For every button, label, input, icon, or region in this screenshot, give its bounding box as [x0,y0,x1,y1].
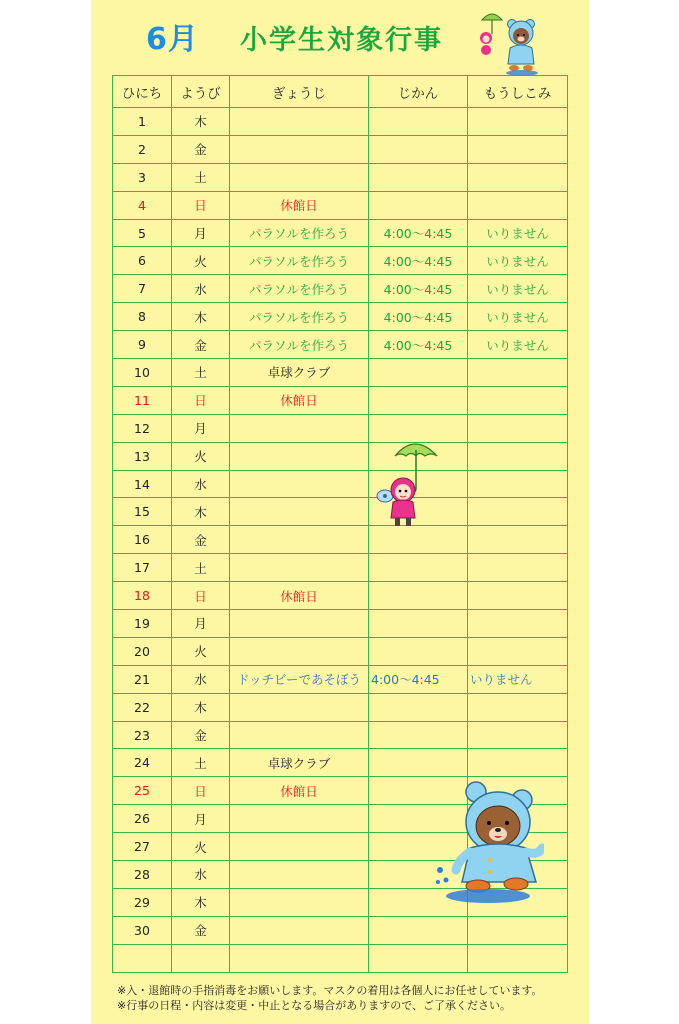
event-cell-text: ドッチビーであそぼう [236,672,362,688]
apply-cell [468,749,568,777]
weekday-cell: 火 [172,247,230,275]
girl-umbrella-illustration [375,438,441,530]
apply-cell-text: いりません [470,672,533,688]
table-row [113,944,568,972]
note-line: ※入・退館時の手指消毒をお願いします。マスクの着用は各個人にお任せしています。 [117,984,543,997]
event-cell [230,108,369,136]
event-cell [230,861,369,889]
time-cell [369,108,468,136]
apply-cell [468,498,568,526]
notes [117,983,587,1013]
event-cell [230,554,369,582]
weekday-cell: 月 [172,805,230,833]
weekday-cell: 木 [172,303,230,331]
event-cell [230,414,369,442]
day-cell: 5 [113,219,172,247]
table-row [113,582,568,610]
weekday-cell: 水 [172,275,230,303]
event-cell: パラソルを作ろう [230,219,369,247]
apply-cell [468,191,568,219]
apply-cell [468,582,568,610]
table-row [113,749,568,777]
apply-cell: いりません [468,247,568,275]
event-cell [230,805,369,833]
event-cell [230,693,369,721]
day-cell: 21 [113,665,172,693]
table-row [113,275,568,303]
day-cell: 20 [113,637,172,665]
weekday-cell: 火 [172,637,230,665]
event-cell [230,833,369,861]
weekday-cell: 日 [172,386,230,414]
time-cell-text: 4:00～4:45 [371,672,440,688]
apply-cell: いりません [468,219,568,247]
event-cell: 休館日 [230,386,369,414]
day-cell: 27 [113,833,172,861]
weekday-cell: 水 [172,470,230,498]
time-cell [369,359,468,387]
day-cell [113,944,172,972]
weekday-cell: 火 [172,442,230,470]
weekday-cell: 月 [172,610,230,638]
event-cell: 休館日 [230,777,369,805]
time-cell [369,191,468,219]
day-cell: 6 [113,247,172,275]
apply-cell [468,442,568,470]
time-cell [369,526,468,554]
apply-cell [468,665,568,693]
day-cell: 3 [113,163,172,191]
table-row [113,526,568,554]
table-row [113,247,568,275]
event-cell: パラソルを作ろう [230,331,369,359]
weekday-cell: 金 [172,135,230,163]
event-cell [230,163,369,191]
day-cell: 22 [113,693,172,721]
day-cell: 29 [113,888,172,916]
table-row [113,916,568,944]
event-cell [230,916,369,944]
event-cell [230,135,369,163]
table-row [113,442,568,470]
day-cell: 4 [113,191,172,219]
weekday-cell: 月 [172,219,230,247]
day-cell: 2 [113,135,172,163]
day-cell: 25 [113,777,172,805]
time-cell [369,693,468,721]
table-row [113,386,568,414]
time-cell [369,135,468,163]
weekday-cell: 日 [172,777,230,805]
table-row [113,414,568,442]
weekday-cell: 日 [172,191,230,219]
event-cell: 休館日 [230,191,369,219]
apply-cell [468,470,568,498]
weekday-cell: 金 [172,526,230,554]
day-cell: 16 [113,526,172,554]
table-row [113,554,568,582]
bear-umbrella-illustration-top [470,6,542,78]
time-cell: 4:00～4:45 [369,219,468,247]
day-cell: 26 [113,805,172,833]
time-cell [369,749,468,777]
weekday-cell: 金 [172,721,230,749]
month-label: 6月 [146,22,199,57]
column-header-weekday: ようび [172,76,230,108]
day-cell: 30 [113,916,172,944]
day-cell: 13 [113,442,172,470]
day-cell: 11 [113,386,172,414]
apply-cell [468,359,568,387]
weekday-cell: 土 [172,554,230,582]
event-cell: 卓球クラブ [230,359,369,387]
time-cell [369,582,468,610]
time-cell [369,637,468,665]
weekday-cell: 土 [172,163,230,191]
apply-cell [468,693,568,721]
column-header-event: ぎょうじ [230,76,369,108]
apply-cell: いりません [468,303,568,331]
weekday-cell: 木 [172,693,230,721]
weekday-cell: 金 [172,916,230,944]
event-cell: パラソルを作ろう [230,275,369,303]
day-cell: 10 [113,359,172,387]
event-cell [230,944,369,972]
table-row [113,135,568,163]
event-cell [230,665,369,693]
day-cell: 14 [113,470,172,498]
weekday-cell: 木 [172,108,230,136]
day-cell: 17 [113,554,172,582]
weekday-cell: 水 [172,861,230,889]
table-row [113,108,568,136]
time-cell [369,554,468,582]
weekday-cell: 金 [172,331,230,359]
event-cell [230,526,369,554]
apply-cell [468,721,568,749]
time-cell: 4:00～4:45 [369,303,468,331]
event-cell: パラソルを作ろう [230,303,369,331]
table-header-row [113,76,568,108]
time-cell [369,721,468,749]
time-cell [369,944,468,972]
table-row [113,721,568,749]
apply-cell [468,108,568,136]
apply-cell [468,135,568,163]
apply-cell [468,916,568,944]
apply-cell: いりません [468,275,568,303]
apply-cell [468,610,568,638]
time-cell [369,386,468,414]
table-row [113,470,568,498]
time-cell [369,610,468,638]
column-header-time: じかん [369,76,468,108]
weekday-cell: 木 [172,498,230,526]
weekday-cell: 日 [172,582,230,610]
day-cell: 1 [113,108,172,136]
event-cell: パラソルを作ろう [230,247,369,275]
apply-cell [468,637,568,665]
day-cell: 19 [113,610,172,638]
event-cell [230,721,369,749]
time-cell: 4:00～4:45 [369,275,468,303]
table-row [113,331,568,359]
weekday-cell: 水 [172,665,230,693]
table-row [113,498,568,526]
event-cell: 卓球クラブ [230,749,369,777]
time-cell: 4:00～4:45 [369,331,468,359]
weekday-cell [172,944,230,972]
event-cell [230,888,369,916]
time-cell [369,916,468,944]
weekday-cell: 土 [172,749,230,777]
table-row [113,610,568,638]
day-cell: 18 [113,582,172,610]
table-row [113,693,568,721]
time-cell: 4:00～4:45 [369,247,468,275]
event-cell [230,442,369,470]
day-cell: 7 [113,275,172,303]
day-cell: 12 [113,414,172,442]
event-cell [230,470,369,498]
time-cell [369,665,468,693]
weekday-cell: 月 [172,414,230,442]
apply-cell [468,386,568,414]
event-cell: 休館日 [230,582,369,610]
day-cell: 9 [113,331,172,359]
day-cell: 15 [113,498,172,526]
apply-cell [468,944,568,972]
table-row [113,359,568,387]
table-row [113,303,568,331]
day-cell: 24 [113,749,172,777]
weekday-cell: 木 [172,888,230,916]
apply-cell [468,526,568,554]
apply-cell [468,414,568,442]
apply-cell [468,554,568,582]
day-cell: 8 [113,303,172,331]
weekday-cell: 火 [172,833,230,861]
event-cell [230,498,369,526]
page-title: 小学生対象行事 [240,25,443,56]
day-cell: 23 [113,721,172,749]
table-row [113,219,568,247]
table-row [113,637,568,665]
note-line: ※行事の日程・内容は変更・中止となる場合がありますので、ご了承ください。 [117,999,511,1012]
bear-raincoat-illustration [432,778,544,908]
apply-cell: いりません [468,331,568,359]
day-cell: 28 [113,861,172,889]
apply-cell [468,163,568,191]
weekday-cell: 土 [172,359,230,387]
table-row [113,191,568,219]
table-row [113,665,568,693]
table-row [113,163,568,191]
event-cell [230,610,369,638]
time-cell [369,163,468,191]
event-cell [230,637,369,665]
column-header-apply: もうしこみ [468,76,568,108]
column-header-day: ひにち [113,76,172,108]
